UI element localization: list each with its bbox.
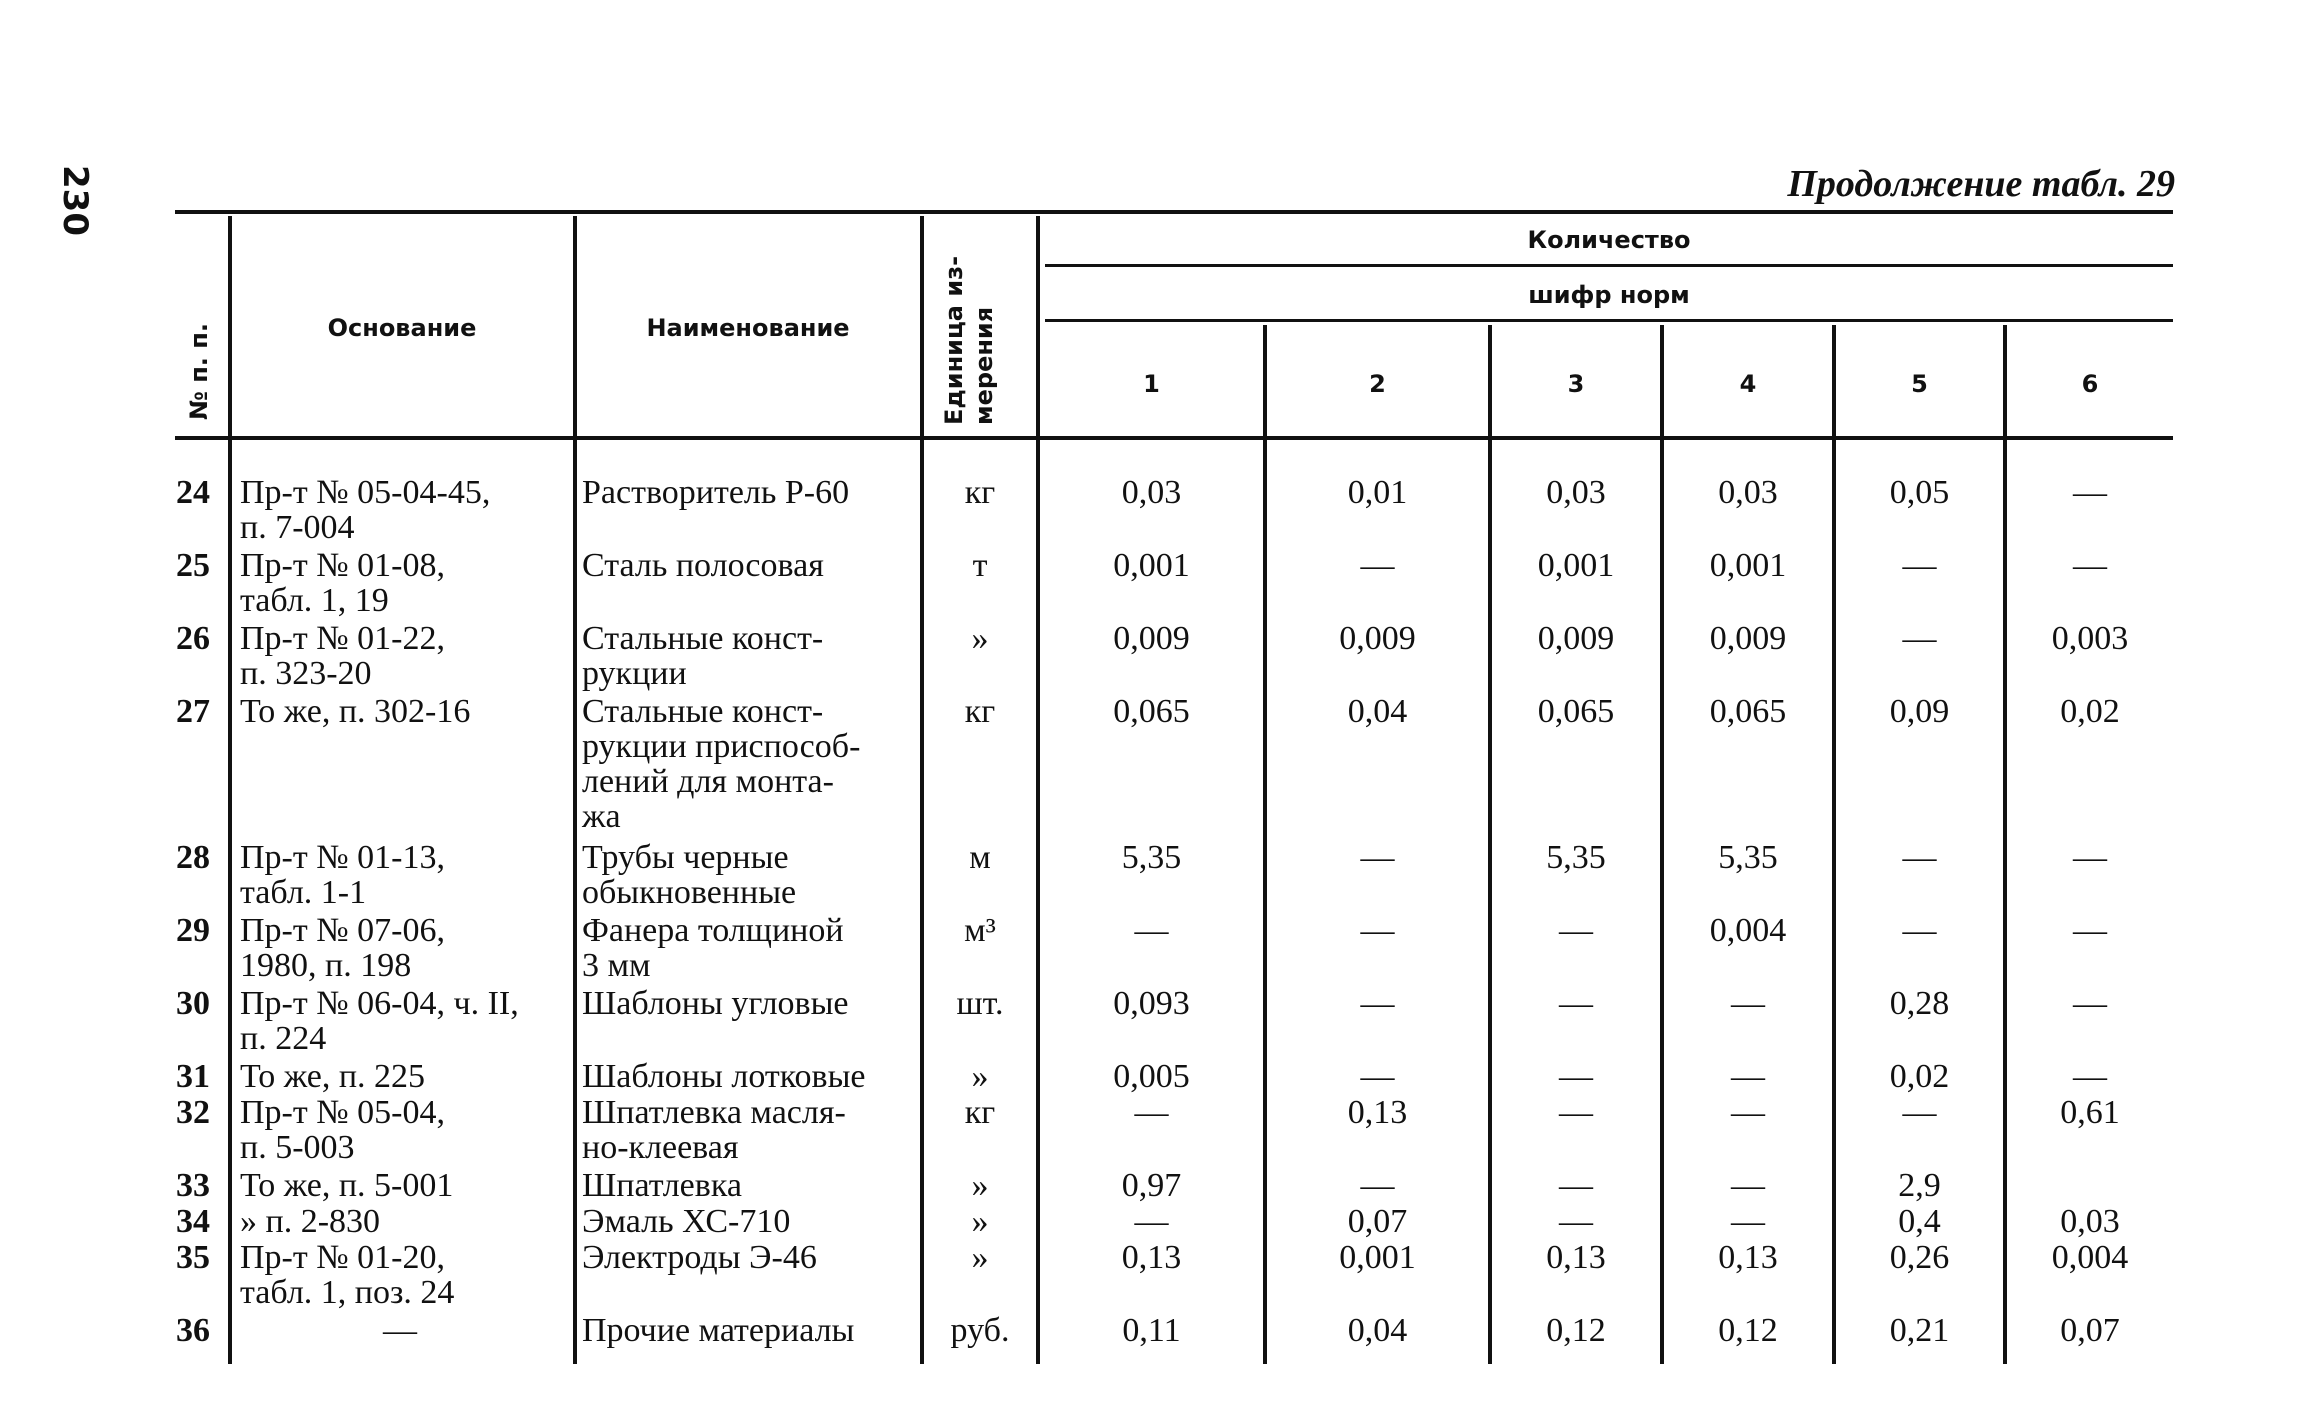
row-value-1: — (1134, 1203, 1169, 1240)
row-value-5: 0,28 (1889, 985, 1950, 1022)
row-unit: м³ (964, 912, 996, 949)
header-code-3: 3 (1567, 370, 1585, 398)
row-name-line: Шпатлевка (582, 1167, 742, 1204)
row-value-2: 0,01 (1347, 474, 1408, 511)
row-value-6: 0,003 (2051, 620, 2129, 657)
header-unit-line1: Единица из- (940, 255, 968, 425)
col-divider-basis (573, 216, 577, 1364)
row-value-3: — (1559, 1094, 1593, 1131)
header-code-1: 1 (1143, 370, 1160, 398)
row-unit: » (971, 1167, 989, 1204)
header-num: № п. п. (185, 323, 213, 420)
table-top-rule (175, 210, 2173, 214)
row-value-6: — (2073, 985, 2107, 1022)
row-name-line: Шпатлевка масля- (582, 1094, 846, 1131)
row-value-1: 0,093 (1113, 985, 1190, 1022)
row-unit: шт. (956, 985, 1004, 1022)
row-name-line: Трубы черные (582, 839, 789, 876)
row-value-5: 0,09 (1889, 693, 1950, 730)
norm-code-rule (1045, 319, 2173, 322)
row-value-6: — (2073, 912, 2107, 949)
row-value-5: 0,4 (1898, 1203, 1941, 1240)
row-value-6: 0,07 (2060, 1312, 2120, 1349)
header-bottom-rule (175, 436, 2173, 440)
row-value-5: — (1902, 620, 1937, 657)
row-value-4: 0,03 (1718, 474, 1778, 511)
row-value-1: 0,13 (1121, 1239, 1182, 1276)
row-value-3: — (1559, 912, 1593, 949)
row-unit: кг (964, 693, 996, 730)
col-divider-num (228, 216, 232, 1364)
row-value-1: — (1134, 1094, 1169, 1131)
row-value-2: 0,001 (1339, 1239, 1416, 1276)
row-number: 26 (176, 620, 210, 657)
row-basis-line: п. 323-20 (240, 655, 372, 692)
row-name-line: обыкновенные (582, 874, 797, 911)
row-basis-line: » п. 2-830 (240, 1203, 381, 1240)
row-number: 35 (176, 1239, 210, 1276)
row-number: 24 (176, 474, 210, 511)
row-unit: » (971, 1239, 989, 1276)
row-value-1: 0,11 (1122, 1312, 1181, 1349)
row-value-2: — (1360, 839, 1395, 876)
row-number: 33 (176, 1167, 210, 1204)
row-basis-line: То же, п. 302-16 (240, 693, 471, 730)
row-value-1: 0,97 (1121, 1167, 1182, 1204)
row-name-line: Стальные конст- (582, 693, 824, 730)
row-value-2: 0,04 (1347, 1312, 1408, 1349)
row-value-6: 0,004 (2051, 1239, 2129, 1276)
row-value-3: 5,35 (1546, 839, 1606, 876)
row-value-5: — (1902, 839, 1937, 876)
row-value-3: 0,12 (1546, 1312, 1606, 1349)
row-unit: » (971, 1058, 989, 1095)
row-basis-line: Пр-т № 01-13, (240, 839, 445, 876)
row-value-4: 0,065 (1709, 693, 1787, 730)
row-number: 36 (176, 1312, 210, 1349)
row-name-line: Электроды Э-46 (582, 1239, 817, 1276)
row-value-5: 0,05 (1889, 474, 1950, 511)
row-value-1: 0,009 (1113, 620, 1190, 657)
header-code-6: 6 (2081, 370, 2099, 398)
row-value-3: — (1559, 985, 1593, 1022)
row-unit: кг (964, 1094, 996, 1131)
row-number: 31 (176, 1058, 210, 1095)
row-value-4: — (1731, 1094, 1765, 1131)
row-value-2: — (1360, 547, 1395, 584)
row-value-3: 0,13 (1546, 1239, 1606, 1276)
row-value-3: — (1559, 1203, 1593, 1240)
row-value-5: 2,9 (1898, 1167, 1941, 1204)
row-name-line: рукции (582, 655, 687, 692)
row-value-1: — (1134, 912, 1169, 949)
row-basis-line: Пр-т № 06-04, ч. II, (240, 985, 519, 1022)
row-basis-line: Пр-т № 07-06, (240, 912, 445, 949)
row-value-5: 0,02 (1889, 1058, 1950, 1095)
row-number: 30 (176, 985, 210, 1022)
row-name-line: Фанера толщиной (582, 912, 844, 949)
quantity-rule (1045, 264, 2173, 267)
header-code-2: 2 (1369, 370, 1386, 398)
row-name-line: но-клеевая (582, 1129, 739, 1166)
row-basis-line: 1980, п. 198 (240, 947, 412, 984)
row-name-line: Прочие материалы (582, 1312, 855, 1349)
row-name-line: Растворитель Р-60 (582, 474, 850, 511)
row-value-1: 0,001 (1113, 547, 1190, 584)
header-norm-code: шифр норм (1528, 281, 1690, 309)
row-value-2: — (1360, 1058, 1395, 1095)
row-number: 29 (176, 912, 210, 949)
row-value-2: 0,009 (1339, 620, 1416, 657)
row-value-3: 0,03 (1546, 474, 1606, 511)
header-name: Наименование (646, 314, 850, 342)
row-name-line: рукции приспособ- (582, 728, 861, 765)
row-value-1: 0,005 (1113, 1058, 1190, 1095)
row-number: 32 (176, 1094, 210, 1131)
row-name-line: 3 мм (582, 947, 651, 984)
row-number: 27 (176, 693, 210, 730)
row-basis-line: — (383, 1312, 417, 1349)
row-value-4: — (1731, 985, 1765, 1022)
row-value-5: — (1902, 912, 1937, 949)
page-number: 230 (55, 165, 95, 236)
row-value-4: 0,13 (1718, 1239, 1778, 1276)
row-name-line: Шаблоны лотковые (582, 1058, 866, 1095)
row-value-2: 0,07 (1347, 1203, 1408, 1240)
row-value-1: 0,065 (1113, 693, 1190, 730)
row-value-6: 0,03 (2060, 1203, 2120, 1240)
row-basis-line: Пр-т № 05-04, (240, 1094, 445, 1131)
header-quantity: Количество (1527, 226, 1691, 254)
row-value-3: 0,001 (1537, 547, 1615, 584)
row-basis-line: п. 5-003 (240, 1129, 355, 1166)
row-value-2: — (1360, 985, 1395, 1022)
row-basis-line: п. 224 (240, 1020, 327, 1057)
row-value-6: — (2073, 474, 2107, 511)
row-value-1: 0,03 (1121, 474, 1182, 511)
row-number: 28 (176, 839, 210, 876)
row-number: 34 (176, 1203, 210, 1240)
row-basis-line: То же, п. 5-001 (240, 1167, 454, 1204)
row-value-4: 0,009 (1709, 620, 1787, 657)
header-code-4: 4 (1739, 370, 1757, 398)
row-name-line: Шаблоны угловые (582, 985, 849, 1022)
row-basis-line: То же, п. 225 (240, 1058, 426, 1095)
row-value-5: — (1902, 547, 1937, 584)
row-value-4: — (1731, 1167, 1765, 1204)
row-name-line: Сталь полосовая (582, 547, 824, 584)
header-basis: Основание (327, 314, 477, 342)
row-unit: м (969, 839, 991, 876)
row-value-5: 0,26 (1889, 1239, 1950, 1276)
row-value-4: 0,001 (1709, 547, 1787, 584)
row-unit: т (972, 547, 988, 584)
row-value-2: 0,04 (1347, 693, 1408, 730)
row-unit: » (971, 1203, 989, 1240)
row-unit: кг (964, 474, 996, 511)
row-value-3: — (1559, 1167, 1593, 1204)
row-value-4: — (1731, 1058, 1765, 1095)
row-basis-line: Пр-т № 01-08, (240, 547, 445, 584)
row-value-3: — (1559, 1058, 1593, 1095)
row-value-4: 5,35 (1718, 839, 1778, 876)
row-value-4: — (1731, 1203, 1765, 1240)
row-value-4: 0,004 (1709, 912, 1787, 949)
row-value-6: — (2073, 547, 2107, 584)
row-basis-line: п. 7-004 (240, 509, 355, 546)
row-basis-line: табл. 1, 19 (240, 582, 389, 619)
row-value-3: 0,065 (1537, 693, 1615, 730)
row-name-line: жа (582, 798, 621, 835)
row-basis-line: Пр-т № 01-20, (240, 1239, 445, 1276)
row-basis-line: табл. 1-1 (240, 874, 367, 911)
row-name-line: Стальные конст- (582, 620, 824, 657)
row-value-2: 0,13 (1347, 1094, 1408, 1131)
row-name-line: лений для монта- (582, 763, 834, 800)
row-unit: руб. (950, 1312, 1010, 1349)
row-value-4: 0,12 (1718, 1312, 1778, 1349)
row-unit: » (971, 620, 989, 657)
row-value-6: — (2073, 839, 2107, 876)
row-value-2: — (1360, 1167, 1395, 1204)
row-value-5: 0,21 (1889, 1312, 1950, 1349)
row-name-line: Эмаль ХС-710 (582, 1203, 791, 1240)
row-basis-line: табл. 1, поз. 24 (240, 1274, 455, 1311)
row-value-5: — (1902, 1094, 1937, 1131)
row-value-6: — (2073, 1058, 2107, 1095)
header-code-5: 5 (1911, 370, 1928, 398)
table-caption: Продолжение табл. 29 (1787, 163, 2175, 205)
row-basis-line: Пр-т № 01-22, (240, 620, 445, 657)
row-value-3: 0,009 (1537, 620, 1615, 657)
row-value-6: 0,61 (2060, 1094, 2120, 1131)
row-number: 25 (176, 547, 210, 584)
header-unit-line2: мерения (970, 306, 998, 425)
row-value-2: — (1360, 912, 1395, 949)
row-value-1: 5,35 (1121, 839, 1182, 876)
row-value-6: 0,02 (2060, 693, 2120, 730)
row-basis-line: Пр-т № 05-04-45, (240, 474, 491, 511)
